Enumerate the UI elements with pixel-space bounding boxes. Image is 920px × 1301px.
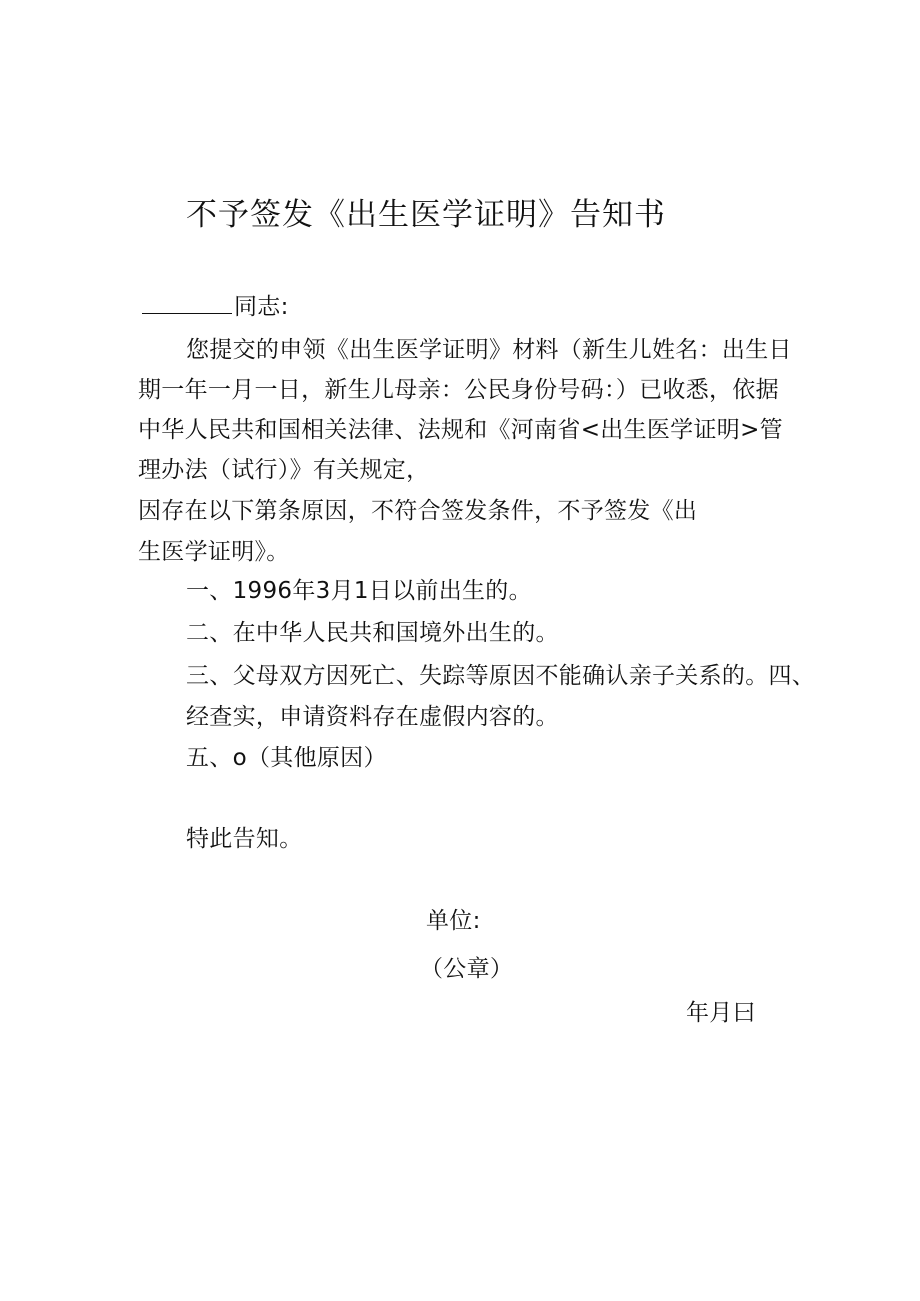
closing-text: 特此告知。 bbox=[186, 826, 303, 852]
salutation-line bbox=[142, 291, 289, 322]
body-line: 您提交的申领《出生医学证明》材料（新生儿姓名：出生日 bbox=[186, 337, 792, 363]
reason-item: 五、o（其他原因） bbox=[186, 745, 387, 771]
recipient-name-blank bbox=[142, 291, 232, 314]
reason-item: 三、父母双方因死亡、失踪等原因不能确认亲子关系的。四、 bbox=[186, 663, 816, 689]
reason-item: 一、1996年3月1日以前出生的。 bbox=[186, 578, 532, 604]
body-line: 生医学证明》。 bbox=[138, 539, 290, 565]
body-line: 中华人民共和国相关法律、法规和《河南省<出生医学证明>管 bbox=[138, 417, 783, 443]
reason-item: 二、在中华人民共和国境外出生的。 bbox=[186, 620, 559, 646]
document-title: 不予签发《出生医学证明》告知书 bbox=[186, 197, 666, 233]
unit-label: 单位: bbox=[426, 908, 481, 934]
body-line: 理办法（试行）》有关规定， bbox=[138, 457, 430, 483]
salutation-text: 同志: bbox=[234, 294, 289, 320]
body-line: 期一年一月一日，新生儿母亲：公民身份号码：）已收悉，依据 bbox=[138, 377, 779, 403]
reason-item: 经查实，申请资料存在虚假内容的。 bbox=[186, 704, 559, 730]
date-label: 年月曰 bbox=[686, 1000, 756, 1026]
seal-label: （公章） bbox=[420, 956, 514, 982]
body-line: 因存在以下第条原因，不符合签发条件，不予签发《出 bbox=[138, 498, 698, 524]
